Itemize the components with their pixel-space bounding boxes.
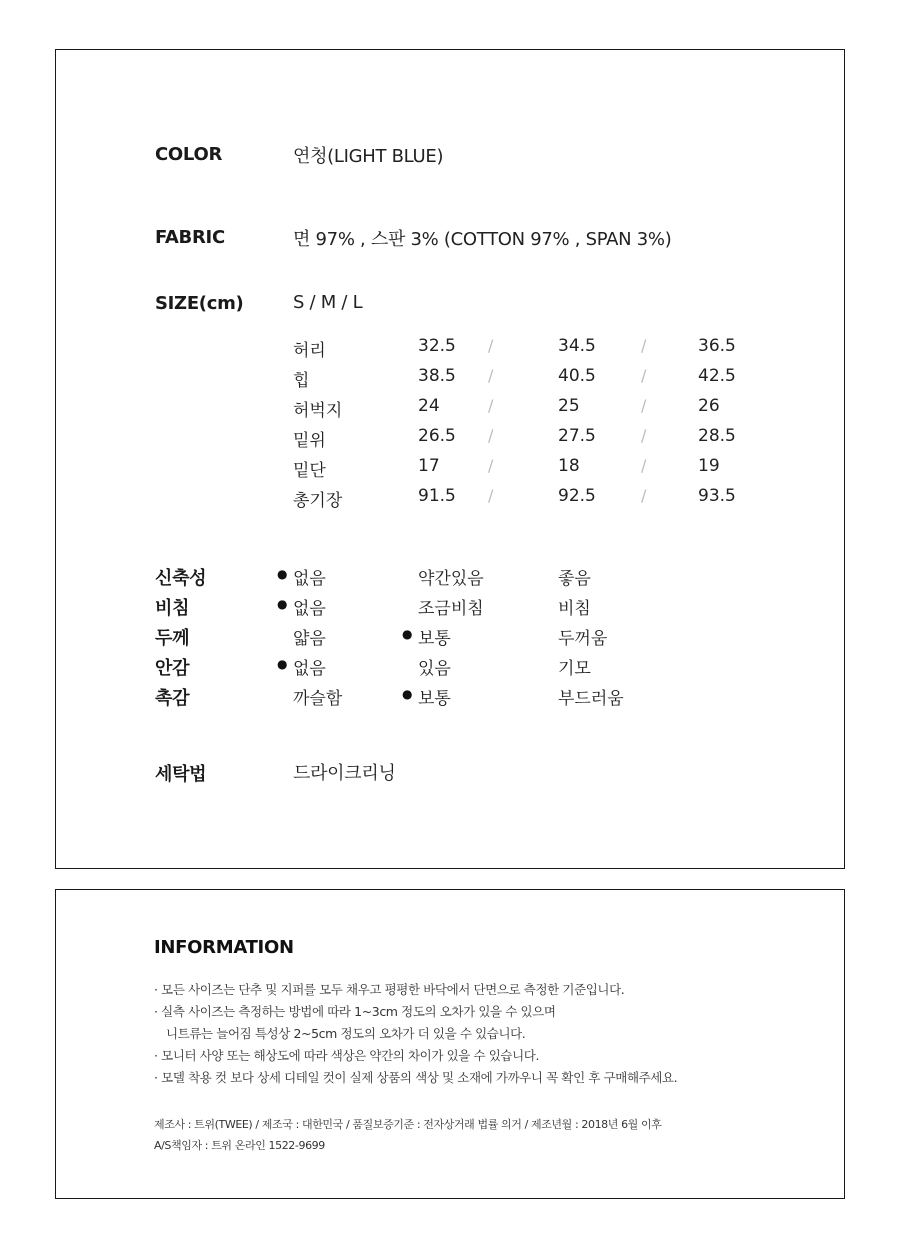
size-value-s: 91.5 bbox=[418, 486, 456, 506]
attribute-option: 비침 bbox=[558, 599, 591, 619]
size-separator: / bbox=[488, 366, 494, 385]
size-separator: / bbox=[488, 426, 494, 445]
info-note: · 모델 착용 컷 보다 상세 디테일 컷이 실제 상품의 색상 및 소재에 가까우니 꼭 확인 후 구매해주세요. bbox=[154, 1070, 678, 1085]
size-separator: / bbox=[488, 456, 494, 475]
attribute-option: 보통 bbox=[418, 629, 451, 649]
attribute-option: 얇음 bbox=[293, 629, 326, 649]
info-note: · 모니터 사양 또는 해상도에 따라 색상은 약간의 차이가 있을 수 있습니다. bbox=[154, 1048, 540, 1063]
wash-label: 세탁법 bbox=[155, 764, 207, 785]
wash-value: 드라이크리닝 bbox=[293, 763, 396, 784]
selected-dot-icon: ● bbox=[402, 627, 413, 641]
size-label: SIZE(cm) bbox=[155, 293, 244, 314]
size-row-name: 허벅지 bbox=[293, 401, 343, 421]
size-separator: / bbox=[641, 486, 647, 505]
size-value-s: 38.5 bbox=[418, 366, 456, 386]
size-separator: / bbox=[641, 456, 647, 475]
attribute-option: 까슬함 bbox=[293, 689, 343, 709]
color-value: 연청(LIGHT BLUE) bbox=[293, 146, 444, 167]
attribute-option: 좋음 bbox=[558, 569, 591, 589]
size-separator: / bbox=[488, 396, 494, 415]
as-line: A/S책임자 : 트위 온라인 1522-9699 bbox=[154, 1139, 325, 1152]
selected-dot-icon: ● bbox=[277, 597, 288, 611]
attribute-option: 약간있음 bbox=[418, 569, 484, 589]
fabric-value: 면 97% , 스판 3% (COTTON 97% , SPAN 3%) bbox=[293, 229, 672, 250]
attribute-option: 부드러움 bbox=[558, 689, 624, 709]
size-separator: / bbox=[488, 336, 494, 355]
attribute-option: 두꺼움 bbox=[558, 629, 608, 649]
size-row-name: 밑단 bbox=[293, 461, 326, 481]
size-row-name: 총기장 bbox=[293, 491, 343, 511]
size-value-s: 24 bbox=[418, 396, 440, 416]
size-value-m: 34.5 bbox=[558, 336, 596, 356]
size-value-m: 27.5 bbox=[558, 426, 596, 446]
info-note: · 모든 사이즈는 단추 및 지퍼를 모두 채우고 평평한 바닥에서 단면으로 측정한 기준입니다. bbox=[154, 982, 625, 997]
size-value-l: 28.5 bbox=[698, 426, 736, 446]
attribute-label: 촉감 bbox=[155, 688, 190, 709]
size-value-s: 32.5 bbox=[418, 336, 456, 356]
size-value-l: 42.5 bbox=[698, 366, 736, 386]
size-value-m: 40.5 bbox=[558, 366, 596, 386]
size-value-m: 92.5 bbox=[558, 486, 596, 506]
selected-dot-icon: ● bbox=[277, 567, 288, 581]
attribute-option: 없음 bbox=[293, 659, 326, 679]
size-separator: / bbox=[488, 486, 494, 505]
size-row-name: 허리 bbox=[293, 341, 326, 361]
size-row-name: 밑위 bbox=[293, 431, 326, 451]
selected-dot-icon: ● bbox=[402, 687, 413, 701]
size-row-name: 힙 bbox=[293, 371, 310, 391]
info-note: 니트류는 늘어짐 특성상 2~5cm 정도의 오차가 더 있을 수 있습니다. bbox=[166, 1026, 526, 1041]
size-value-m: 18 bbox=[558, 456, 580, 476]
size-value-l: 93.5 bbox=[698, 486, 736, 506]
size-value-l: 36.5 bbox=[698, 336, 736, 356]
selected-dot-icon: ● bbox=[277, 657, 288, 671]
size-separator: / bbox=[641, 366, 647, 385]
attribute-option: 있음 bbox=[418, 659, 451, 679]
attribute-option: 기모 bbox=[558, 659, 591, 679]
color-label: COLOR bbox=[155, 144, 223, 165]
size-value-m: 25 bbox=[558, 396, 580, 416]
fabric-label: FABRIC bbox=[155, 227, 225, 248]
manufacturer-line: 제조사 : 트위(TWEE) / 제조국 : 대한민국 / 품질보증기준 : 전자상거래 법률 의거 / 제조년월 : 2018년 6월 이후 bbox=[154, 1118, 662, 1131]
size-value-s: 17 bbox=[418, 456, 440, 476]
size-separator: / bbox=[641, 426, 647, 445]
size-value-l: 26 bbox=[698, 396, 720, 416]
attribute-option: 없음 bbox=[293, 569, 326, 589]
size-separator: / bbox=[641, 396, 647, 415]
info-title: INFORMATION bbox=[154, 937, 294, 958]
attribute-option: 조금비침 bbox=[418, 599, 484, 619]
size-options: S / M / L bbox=[293, 292, 363, 313]
size-separator: / bbox=[641, 336, 647, 355]
spec-panel bbox=[55, 49, 845, 869]
size-value-s: 26.5 bbox=[418, 426, 456, 446]
attribute-option: 없음 bbox=[293, 599, 326, 619]
info-panel bbox=[55, 889, 845, 1199]
info-note: · 실측 사이즈는 측정하는 방법에 따라 1~3cm 정도의 오차가 있을 수 있으며 bbox=[154, 1004, 556, 1019]
attribute-label: 비침 bbox=[155, 598, 190, 619]
attribute-option: 보통 bbox=[418, 689, 451, 709]
size-value-l: 19 bbox=[698, 456, 720, 476]
attribute-label: 두께 bbox=[155, 628, 190, 649]
attribute-label: 신축성 bbox=[155, 568, 207, 589]
attribute-label: 안감 bbox=[155, 658, 190, 679]
